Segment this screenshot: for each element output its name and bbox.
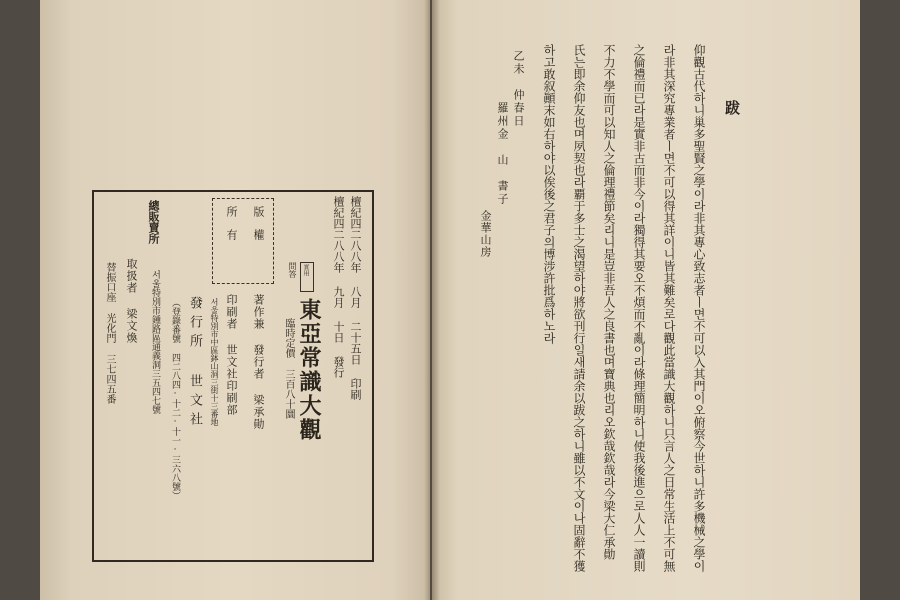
registration-number: （登錄番號 四二八四·十二·十一·三六八號） (170, 298, 180, 500)
preface-line: 하고敢叙顚末如右하야以俟後之君子의博涉許批爲하노라 (542, 44, 556, 344)
preface-line: 라非其深究專業者ㅣ면不可以得其詳이니皆其難矣로다觀此當識大觀하니只言人之日常生活上不可無 (662, 44, 676, 572)
author-publisher: 著作兼 發行者 梁承勛 (252, 294, 265, 430)
book-title: 東亞常識大觀 (296, 298, 322, 442)
label-top: 實用 (302, 264, 309, 276)
publish-date: 檀紀四二八八年 九月 十日 發行 (332, 196, 345, 378)
publisher: 發行所 世文社 (187, 296, 202, 431)
distributor-address: 서울特別市鍾路區通義洞三五四七號 (150, 270, 160, 414)
preface-line: 之倫禮而已라是實非古而非今이라獨得其要오不煩而不亂이라條理簡明하니使我後進으로人人一讀則 (632, 44, 646, 572)
preface-place: 金華山房 (479, 210, 492, 258)
rights-line-2: 所有 (225, 206, 238, 252)
preface-line: 仰觀古代하니巢多聖賢之學이라非其專心致志者ㅣ면不可以入其門이오俯察今世하니許多機械之學이 (692, 44, 706, 572)
handler: 取扱者 梁文煥 (125, 258, 138, 344)
preface-heading: 跋 (723, 100, 741, 115)
transfer-account: 替振口座 光化門 三七四五番 (104, 262, 115, 404)
label-bottom: 問答 (288, 262, 297, 278)
right-page-preface (432, 0, 860, 600)
rights-line-1: 版權 (252, 206, 265, 252)
distributor-label: 總販賣所 (147, 200, 160, 244)
preface-line: 氏는即余仰友也며夙契也라覇于多士之渴望하야將欲刊行일새請余以跋之하니雖以不文이나固辭不獲 (572, 44, 586, 572)
printer-address: 서울特別市中區鉢山洞三街十三番地 (210, 298, 219, 426)
preface-date: 乙未 仲春日 (512, 50, 525, 128)
print-date: 檀紀四二八八年 八月 二十五日 印刷 (349, 196, 362, 400)
book-gutter (424, 0, 440, 600)
price: 臨時定價 三百八十圜 (283, 318, 294, 419)
preface-signature: 羅州金 山 書子 (496, 102, 509, 206)
preface-line: 不力不學而可以知人之倫理禮節矣리니是豈非吾人之良書也며寶典也리오欽哉欽哉라今梁大仁承勛 (602, 44, 616, 560)
printer: 印刷者 世文社印刷部 (225, 294, 238, 416)
